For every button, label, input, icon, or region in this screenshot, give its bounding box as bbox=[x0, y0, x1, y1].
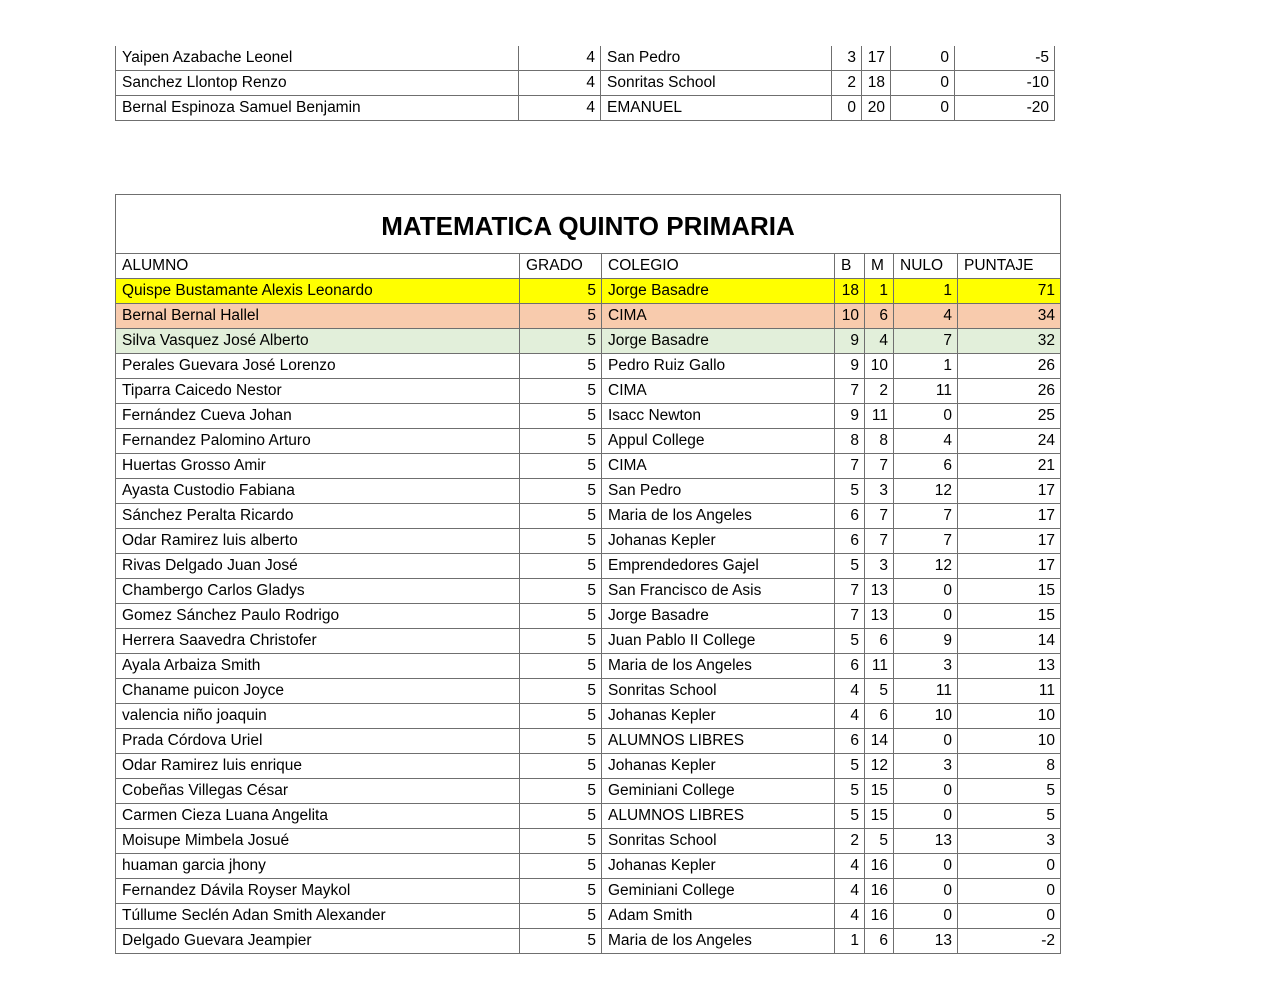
cell-puntaje: 0 bbox=[958, 879, 1061, 904]
cell-m: 4 bbox=[865, 329, 894, 354]
cell-colegio: Appul College bbox=[602, 429, 835, 454]
cell-nulo: 0 bbox=[894, 854, 958, 879]
cell-grado: 5 bbox=[520, 629, 602, 654]
cell-grado: 5 bbox=[520, 354, 602, 379]
cell-colegio: Johanas Kepler bbox=[602, 704, 835, 729]
cell-m: 2 bbox=[865, 379, 894, 404]
cell-grado: 5 bbox=[520, 554, 602, 579]
cell-b: 7 bbox=[835, 604, 865, 629]
cell-puntaje: 26 bbox=[958, 354, 1061, 379]
cell-colegio: Geminiani College bbox=[602, 779, 835, 804]
cell-m: 6 bbox=[865, 704, 894, 729]
cell-b: 8 bbox=[835, 429, 865, 454]
cell-m: 16 bbox=[865, 854, 894, 879]
cell-b: 18 bbox=[835, 279, 865, 304]
cell-colegio: San Francisco de Asis bbox=[602, 579, 835, 604]
cell-grado: 5 bbox=[520, 654, 602, 679]
cell-alumno: Bernal Espinoza Samuel Benjamin bbox=[116, 96, 519, 121]
cell-colegio: Maria de los Angeles bbox=[602, 929, 835, 954]
cell-puntaje: 10 bbox=[958, 729, 1061, 754]
cell-alumno: Silva Vasquez José Alberto bbox=[116, 329, 520, 354]
cell-nulo: 13 bbox=[894, 929, 958, 954]
cell-puntaje: 21 bbox=[958, 454, 1061, 479]
cell-grado: 5 bbox=[520, 754, 602, 779]
cell-alumno: huaman garcia jhony bbox=[116, 854, 520, 879]
cell-puntaje: -10 bbox=[955, 71, 1055, 96]
cell-grado: 5 bbox=[520, 454, 602, 479]
cell-grado: 5 bbox=[520, 679, 602, 704]
cell-puntaje: 71 bbox=[958, 279, 1061, 304]
cell-b: 4 bbox=[835, 679, 865, 704]
cell-grado: 5 bbox=[520, 704, 602, 729]
cell-alumno: Prada Córdova Uriel bbox=[116, 729, 520, 754]
cell-m: 14 bbox=[865, 729, 894, 754]
cell-colegio: Johanas Kepler bbox=[602, 854, 835, 879]
cell-puntaje: 8 bbox=[958, 754, 1061, 779]
cell-alumno: Ayasta Custodio Fabiana bbox=[116, 479, 520, 504]
cell-m: 20 bbox=[862, 96, 891, 121]
cell-nulo: 0 bbox=[894, 604, 958, 629]
table-title: MATEMATICA QUINTO PRIMARIA bbox=[116, 195, 1061, 254]
table-row bbox=[116, 529, 1061, 554]
cell-nulo: 0 bbox=[894, 579, 958, 604]
cell-nulo: 0 bbox=[891, 96, 955, 121]
cell-alumno: Cobeñas Villegas César bbox=[116, 779, 520, 804]
cell-nulo: 6 bbox=[894, 454, 958, 479]
cell-m: 6 bbox=[865, 304, 894, 329]
cell-b: 9 bbox=[835, 404, 865, 429]
cell-b: 4 bbox=[835, 879, 865, 904]
results-table bbox=[115, 194, 1061, 954]
cell-puntaje: 14 bbox=[958, 629, 1061, 654]
cell-b: 9 bbox=[835, 329, 865, 354]
cell-m: 16 bbox=[865, 904, 894, 929]
cell-b: 6 bbox=[835, 729, 865, 754]
table-row bbox=[116, 929, 1061, 954]
cell-nulo: 4 bbox=[894, 429, 958, 454]
cell-alumno: Huertas Grosso Amir bbox=[116, 454, 520, 479]
cell-b: 0 bbox=[832, 96, 862, 121]
cell-puntaje: 3 bbox=[958, 829, 1061, 854]
cell-colegio: San Pedro bbox=[601, 46, 832, 71]
cell-m: 7 bbox=[865, 529, 894, 554]
cell-colegio: Maria de los Angeles bbox=[602, 504, 835, 529]
cell-colegio: Adam Smith bbox=[602, 904, 835, 929]
cell-nulo: 11 bbox=[894, 379, 958, 404]
cell-alumno: Fernández Cueva Johan bbox=[116, 404, 520, 429]
cell-alumno: Carmen Cieza Luana Angelita bbox=[116, 804, 520, 829]
cell-colegio: EMANUEL bbox=[601, 96, 832, 121]
cell-puntaje: 17 bbox=[958, 554, 1061, 579]
table-row bbox=[116, 704, 1061, 729]
cell-grado: 5 bbox=[520, 879, 602, 904]
cell-puntaje: 11 bbox=[958, 679, 1061, 704]
cell-m: 11 bbox=[865, 404, 894, 429]
table-row bbox=[116, 96, 1055, 121]
cell-colegio: Maria de los Angeles bbox=[602, 654, 835, 679]
cell-colegio: Geminiani College bbox=[602, 879, 835, 904]
cell-puntaje: 32 bbox=[958, 329, 1061, 354]
cell-puntaje: 5 bbox=[958, 804, 1061, 829]
cell-nulo: 0 bbox=[891, 46, 955, 71]
cell-nulo: 9 bbox=[894, 629, 958, 654]
cell-alumno: Odar Ramirez luis alberto bbox=[116, 529, 520, 554]
cell-colegio: CIMA bbox=[602, 304, 835, 329]
table-row bbox=[116, 754, 1061, 779]
cell-m: 12 bbox=[865, 754, 894, 779]
cell-colegio: Sonritas School bbox=[602, 829, 835, 854]
cell-m: 15 bbox=[865, 779, 894, 804]
cell-colegio: CIMA bbox=[602, 454, 835, 479]
cell-grado: 5 bbox=[520, 429, 602, 454]
header-grado: GRADO bbox=[520, 254, 602, 279]
title-row bbox=[116, 195, 1061, 254]
cell-grado: 5 bbox=[520, 379, 602, 404]
header-row bbox=[116, 254, 1061, 279]
cell-nulo: 10 bbox=[894, 704, 958, 729]
cell-nulo: 12 bbox=[894, 479, 958, 504]
cell-puntaje: 5 bbox=[958, 779, 1061, 804]
table-row bbox=[116, 554, 1061, 579]
cell-grado: 5 bbox=[520, 529, 602, 554]
table-row bbox=[116, 404, 1061, 429]
cell-alumno: valencia niño joaquin bbox=[116, 704, 520, 729]
cell-nulo: 13 bbox=[894, 829, 958, 854]
cell-b: 9 bbox=[835, 354, 865, 379]
cell-alumno: Fernandez Dávila Royser Maykol bbox=[116, 879, 520, 904]
table-row bbox=[116, 854, 1061, 879]
cell-m: 6 bbox=[865, 629, 894, 654]
cell-puntaje: 25 bbox=[958, 404, 1061, 429]
cell-m: 6 bbox=[865, 929, 894, 954]
cell-b: 7 bbox=[835, 379, 865, 404]
cell-b: 6 bbox=[835, 504, 865, 529]
cell-puntaje: 15 bbox=[958, 604, 1061, 629]
cell-nulo: 1 bbox=[894, 354, 958, 379]
table-row bbox=[116, 829, 1061, 854]
table-row bbox=[116, 329, 1061, 354]
table-row bbox=[116, 379, 1061, 404]
table-row bbox=[116, 46, 1055, 71]
cell-grado: 5 bbox=[520, 929, 602, 954]
cell-puntaje: 24 bbox=[958, 429, 1061, 454]
cell-grado: 5 bbox=[520, 479, 602, 504]
cell-b: 7 bbox=[835, 579, 865, 604]
cell-b: 5 bbox=[835, 479, 865, 504]
cell-puntaje: 13 bbox=[958, 654, 1061, 679]
cell-puntaje: 17 bbox=[958, 529, 1061, 554]
cell-colegio: ALUMNOS LIBRES bbox=[602, 729, 835, 754]
cell-b: 2 bbox=[835, 829, 865, 854]
cell-colegio: Jorge Basadre bbox=[602, 329, 835, 354]
cell-puntaje: -5 bbox=[955, 46, 1055, 71]
cell-puntaje: 26 bbox=[958, 379, 1061, 404]
table-row bbox=[116, 904, 1061, 929]
cell-b: 5 bbox=[835, 554, 865, 579]
header-puntaje: PUNTAJE bbox=[958, 254, 1061, 279]
cell-colegio: Johanas Kepler bbox=[602, 754, 835, 779]
cell-b: 1 bbox=[835, 929, 865, 954]
cell-puntaje: 10 bbox=[958, 704, 1061, 729]
cell-alumno: Fernandez Palomino Arturo bbox=[116, 429, 520, 454]
cell-colegio: Pedro Ruiz Gallo bbox=[602, 354, 835, 379]
header-colegio: COLEGIO bbox=[602, 254, 835, 279]
cell-b: 10 bbox=[835, 304, 865, 329]
table-row bbox=[116, 879, 1061, 904]
cell-colegio: CIMA bbox=[602, 379, 835, 404]
cell-colegio: Isacc Newton bbox=[602, 404, 835, 429]
cell-nulo: 7 bbox=[894, 504, 958, 529]
cell-nulo: 0 bbox=[894, 779, 958, 804]
cell-puntaje: -2 bbox=[958, 929, 1061, 954]
cell-grado: 5 bbox=[520, 804, 602, 829]
cell-m: 13 bbox=[865, 604, 894, 629]
cell-b: 5 bbox=[835, 754, 865, 779]
cell-nulo: 7 bbox=[894, 529, 958, 554]
table-row bbox=[116, 504, 1061, 529]
cell-b: 4 bbox=[835, 854, 865, 879]
table-row bbox=[116, 729, 1061, 754]
cell-m: 11 bbox=[865, 654, 894, 679]
cell-colegio: Johanas Kepler bbox=[602, 529, 835, 554]
cell-alumno: Sanchez Llontop Renzo bbox=[116, 71, 519, 96]
cell-alumno: Chaname puicon Joyce bbox=[116, 679, 520, 704]
cell-grado: 5 bbox=[520, 579, 602, 604]
cell-puntaje: 17 bbox=[958, 479, 1061, 504]
cell-m: 7 bbox=[865, 504, 894, 529]
table-row bbox=[116, 304, 1061, 329]
header-b: B bbox=[835, 254, 865, 279]
cell-m: 3 bbox=[865, 479, 894, 504]
cell-colegio: Sonritas School bbox=[601, 71, 832, 96]
table-row bbox=[116, 629, 1061, 654]
results-body bbox=[116, 279, 1061, 954]
cell-colegio: Jorge Basadre bbox=[602, 279, 835, 304]
cell-puntaje: 0 bbox=[958, 904, 1061, 929]
cell-grado: 5 bbox=[520, 729, 602, 754]
cell-colegio: Emprendedores Gajel bbox=[602, 554, 835, 579]
cell-nulo: 0 bbox=[894, 879, 958, 904]
table-row bbox=[116, 71, 1055, 96]
cell-grado: 5 bbox=[520, 904, 602, 929]
cell-alumno: Bernal Bernal Hallel bbox=[116, 304, 520, 329]
cell-grado: 5 bbox=[520, 404, 602, 429]
cell-grado: 4 bbox=[519, 96, 601, 121]
cell-grado: 5 bbox=[520, 279, 602, 304]
cell-colegio: ALUMNOS LIBRES bbox=[602, 804, 835, 829]
table-row bbox=[116, 679, 1061, 704]
cell-m: 3 bbox=[865, 554, 894, 579]
cell-b: 2 bbox=[832, 71, 862, 96]
cell-b: 7 bbox=[835, 454, 865, 479]
cell-grado: 5 bbox=[520, 779, 602, 804]
cell-colegio: Jorge Basadre bbox=[602, 604, 835, 629]
cell-m: 7 bbox=[865, 454, 894, 479]
cell-nulo: 0 bbox=[894, 804, 958, 829]
cell-colegio: Juan Pablo II College bbox=[602, 629, 835, 654]
cell-nulo: 3 bbox=[894, 654, 958, 679]
table-row bbox=[116, 279, 1061, 304]
cell-nulo: 1 bbox=[894, 279, 958, 304]
cell-b: 4 bbox=[835, 904, 865, 929]
table-row bbox=[116, 454, 1061, 479]
cell-alumno: Yaipen Azabache Leonel bbox=[116, 46, 519, 71]
cell-b: 5 bbox=[835, 779, 865, 804]
cell-nulo: 0 bbox=[894, 404, 958, 429]
cell-alumno: Sánchez Peralta Ricardo bbox=[116, 504, 520, 529]
cell-nulo: 11 bbox=[894, 679, 958, 704]
cell-m: 5 bbox=[865, 679, 894, 704]
cell-puntaje: 17 bbox=[958, 504, 1061, 529]
table-row bbox=[116, 479, 1061, 504]
cell-alumno: Chambergo Carlos Gladys bbox=[116, 579, 520, 604]
cell-grado: 4 bbox=[519, 46, 601, 71]
previous-results-table bbox=[115, 46, 1055, 121]
table-row bbox=[116, 804, 1061, 829]
cell-m: 13 bbox=[865, 579, 894, 604]
cell-m: 16 bbox=[865, 879, 894, 904]
cell-b: 3 bbox=[832, 46, 862, 71]
cell-nulo: 0 bbox=[894, 729, 958, 754]
cell-b: 6 bbox=[835, 654, 865, 679]
cell-m: 8 bbox=[865, 429, 894, 454]
cell-m: 10 bbox=[865, 354, 894, 379]
cell-alumno: Delgado Guevara Jeampier bbox=[116, 929, 520, 954]
cell-puntaje: 0 bbox=[958, 854, 1061, 879]
cell-m: 18 bbox=[862, 71, 891, 96]
table-row bbox=[116, 654, 1061, 679]
cell-alumno: Túllume Seclén Adan Smith Alexander bbox=[116, 904, 520, 929]
cell-puntaje: 15 bbox=[958, 579, 1061, 604]
cell-grado: 5 bbox=[520, 329, 602, 354]
cell-b: 4 bbox=[835, 704, 865, 729]
cell-colegio: San Pedro bbox=[602, 479, 835, 504]
cell-alumno: Ayala Arbaiza Smith bbox=[116, 654, 520, 679]
cell-grado: 5 bbox=[520, 854, 602, 879]
cell-b: 5 bbox=[835, 629, 865, 654]
table-row bbox=[116, 429, 1061, 454]
cell-alumno: Moisupe Mimbela Josué bbox=[116, 829, 520, 854]
cell-puntaje: 34 bbox=[958, 304, 1061, 329]
table-row bbox=[116, 354, 1061, 379]
cell-puntaje: -20 bbox=[955, 96, 1055, 121]
cell-grado: 5 bbox=[520, 604, 602, 629]
cell-m: 17 bbox=[862, 46, 891, 71]
header-alumno: ALUMNO bbox=[116, 254, 520, 279]
cell-nulo: 7 bbox=[894, 329, 958, 354]
table-row bbox=[116, 779, 1061, 804]
cell-nulo: 3 bbox=[894, 754, 958, 779]
cell-alumno: Odar Ramirez luis enrique bbox=[116, 754, 520, 779]
cell-nulo: 0 bbox=[891, 71, 955, 96]
cell-alumno: Rivas Delgado Juan José bbox=[116, 554, 520, 579]
cell-colegio: Sonritas School bbox=[602, 679, 835, 704]
cell-grado: 5 bbox=[520, 504, 602, 529]
previous-results-body bbox=[116, 46, 1055, 121]
table-row bbox=[116, 579, 1061, 604]
cell-b: 6 bbox=[835, 529, 865, 554]
cell-m: 5 bbox=[865, 829, 894, 854]
cell-nulo: 0 bbox=[894, 904, 958, 929]
header-nulo: NULO bbox=[894, 254, 958, 279]
cell-nulo: 12 bbox=[894, 554, 958, 579]
header-m: M bbox=[865, 254, 894, 279]
cell-m: 1 bbox=[865, 279, 894, 304]
cell-alumno: Herrera Saavedra Christofer bbox=[116, 629, 520, 654]
cell-grado: 5 bbox=[520, 304, 602, 329]
cell-grado: 5 bbox=[520, 829, 602, 854]
cell-alumno: Perales Guevara José Lorenzo bbox=[116, 354, 520, 379]
cell-alumno: Tiparra Caicedo Nestor bbox=[116, 379, 520, 404]
cell-b: 5 bbox=[835, 804, 865, 829]
cell-alumno: Gomez Sánchez Paulo Rodrigo bbox=[116, 604, 520, 629]
cell-alumno: Quispe Bustamante Alexis Leonardo bbox=[116, 279, 520, 304]
cell-m: 15 bbox=[865, 804, 894, 829]
cell-nulo: 4 bbox=[894, 304, 958, 329]
table-row bbox=[116, 604, 1061, 629]
cell-grado: 4 bbox=[519, 71, 601, 96]
